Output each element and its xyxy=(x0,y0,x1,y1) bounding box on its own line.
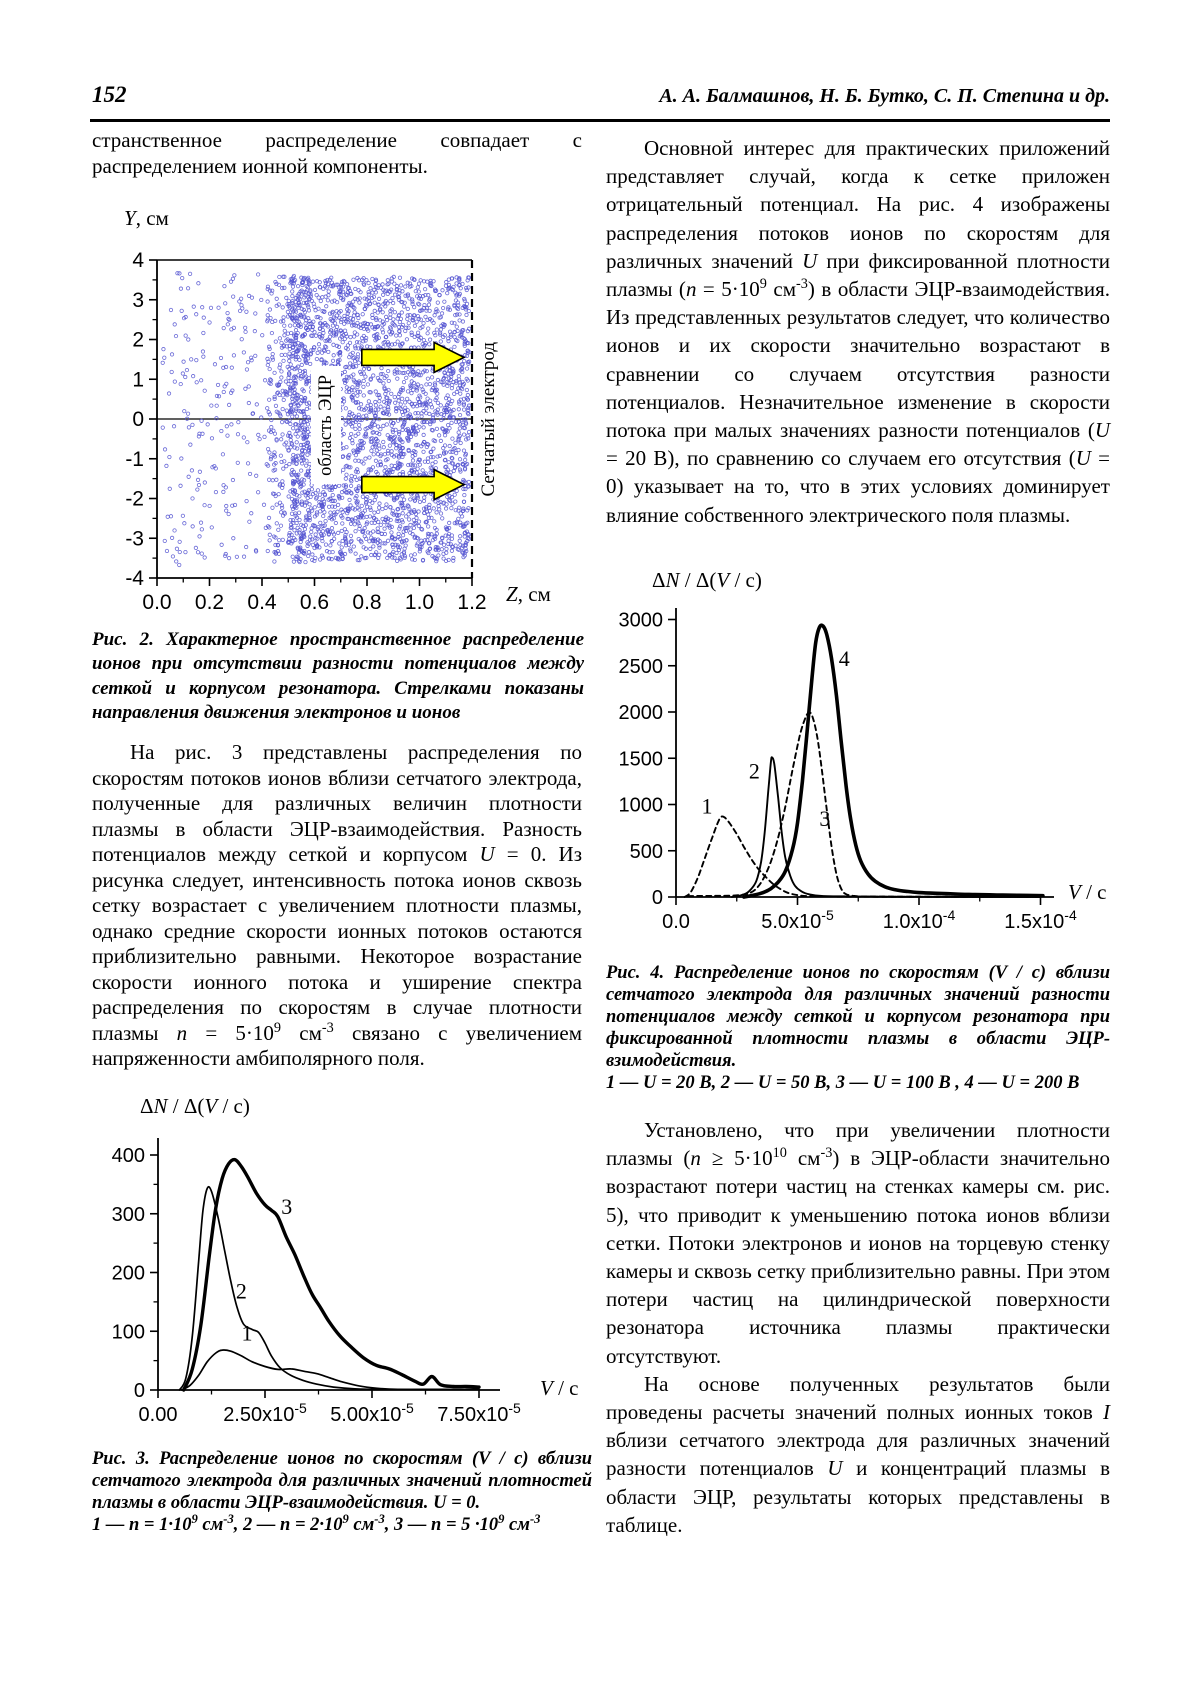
svg-text:0: 0 xyxy=(651,887,663,909)
grid-electrode-label: Сетчатый электрод xyxy=(478,341,499,497)
grid-electrode-label-box xyxy=(476,314,502,524)
paragraph-text: Установлено, что при увеличении плотности плазмы ($n \ge 5\cdot 10^{10}$ $см^{-3}$) в ЭЦР-области значительно возрастают потери частиц на стенках камеры см. рис. 5), что приводит к уменьшению потока ионов вблизи сетки. Потоки электронов и ионов на торцевую стенку камеры и сквозь сетку приблизительно равны. При этом потери частиц на цилиндрической поверхности резонатора источника плазмы практически отсутствуют. xyxy=(606,1118,1110,1368)
fig4-y-axis-title: ΔN / Δ(V / c) xyxy=(652,568,762,592)
svg-text:2000: 2000 xyxy=(618,702,663,724)
fig4-x-axis-title: V / c xyxy=(1068,880,1107,904)
svg-text:2: 2 xyxy=(748,758,760,784)
figure-4-caption-legend: 1 — U = 20 В, 2 — U = 50 В, 3 — U = 100 В , 4 — U = 200 В xyxy=(606,1073,1080,1093)
figure-3-caption-legend: 1 — $n = 1\cdot 10^9$ $см^{-3}$, 2 — $n = 2\cdot 10^9$ $см^{-3}$, 3 — $n = 5 \cdot 10^9$ $см^{-3}$ xyxy=(92,1511,541,1535)
svg-text:5.0x10-5: $5.0x10^{-5}$ xyxy=(761,907,834,933)
svg-text:5.00x10-5: $5.00x10^{-5}$ xyxy=(330,1400,414,1426)
svg-text:2500: 2500 xyxy=(618,655,663,678)
paragraph-text: На основе полученных результатов были проведены расчеты значений полных ионных токов I вблизи сетчатого электрода для различных значений разности потенциалов U и концентраций плазмы в области ЭЦР, результаты которых представлены в таблице. xyxy=(606,1371,1110,1537)
figure-3-caption xyxy=(92,1448,592,1536)
paragraph-text: На рис. 3 представлены распределения по скоростям потоков ионов вблизи сетчатого электрода, полученные для различных величин плотности плазмы в области ЭЦР-взаимодействия. Разность потенциалов между сеткой и корпусом U = 0. Из рисунка следует, интенсивность потока ионов сквозь сетку возрастает с увеличением плотности плазмы, однако средние скорости ионных потоков остаются приблизительно равными. Некоторое возрастание скорости ионного потока и уширение спектра распределения по скоростям в случае плотности плазмы $n = 5\cdot 10^9$ $см^{-3}$ связано с увеличением напряженности амбиполярного поля. xyxy=(92,740,583,1070)
svg-text:3000: 3000 xyxy=(618,609,663,632)
figure-4-caption-text: Рис. 4. Распределение ионов по скоростям (V / c) вблизи сетчатого электрода для различных значений разности потенциалов между сеткой и корпусом резонатора при фиксированной плотности плазмы в области ЭЦР-взимодействия. xyxy=(606,963,1110,1071)
svg-text:7.50x10-5: $7.50x10^{-5}$ xyxy=(437,1400,521,1426)
running-head-authors: А. А. Балмашнов, Н. Б. Бутко, С. П. Степина и др. xyxy=(659,85,1110,107)
svg-text:0.0: 0.0 xyxy=(662,911,690,933)
paragraph-intro-continued xyxy=(92,128,582,179)
svg-text:1.0x10-4: $1.0x10^{-4}$ xyxy=(882,907,956,933)
fig3-x-axis-title: V / c xyxy=(540,1376,579,1400)
svg-text:1500: 1500 xyxy=(618,748,663,771)
paragraph-conclusions xyxy=(606,1116,1110,1539)
fig3-y-axis-title: ΔN / Δ(V / c) xyxy=(140,1094,250,1118)
svg-text:1.5x10-4: $1.5x10^{-4}$ xyxy=(1004,907,1077,933)
paragraph-text: странственное распределение совпадает с распределением ионной компоненты. xyxy=(92,128,582,178)
figure-2-scatter-plot xyxy=(92,196,597,626)
svg-text:2.50x10-5: $2.50x10^{-5}$ xyxy=(223,1400,307,1426)
svg-text:0.00: 0.00 xyxy=(138,1404,178,1426)
header-rule xyxy=(90,119,1110,122)
svg-text:400: 400 xyxy=(111,1145,145,1167)
page-number: 152 xyxy=(92,82,127,107)
svg-text:3: 3 xyxy=(281,1193,293,1219)
figure-4-line-chart xyxy=(606,556,1166,956)
ecr-region-label-box xyxy=(311,366,341,484)
svg-text:2: 2 xyxy=(235,1278,247,1304)
svg-text:200: 200 xyxy=(111,1262,145,1285)
svg-text:4: 4 xyxy=(838,645,850,671)
svg-text:0: 0 xyxy=(133,1380,145,1402)
figure-3-caption-text: Рис. 3. Распределение ионов по скоростям (V / c) вблизи сетчатого электрода для различных значений плотностей плазмы в области ЭЦР-взаимодействия. U = 0. xyxy=(92,1449,592,1513)
paragraph-fig3-discussion xyxy=(92,740,582,1072)
paragraph-text: Основной интерес для практических приложений представляет случай, когда к сетке приложен отрицательный потенциал. На рис. 4 изображены распределения потоков ионов по скоростям для различных значений U при фиксированной плотности плазмы ($n = 5\cdot 10^9$ $см^{-3}$) в области ЭЦР-взаимодействия. Из представленных результатов следует, что количество ионов и их скорости значительно возрастают в сравнении со случаем отсутствия разности потенциалов. Незначительное изменение в скорости потока при малых значениях разности потенциалов (U = 20 В), по сравнению со случаем его отсутствия (U = 0) указывает на то, что в этих условиях доминирует влияние собственного электрического поля плазмы. xyxy=(606,136,1111,527)
figure-4-caption xyxy=(606,962,1110,1094)
figure-3-line-chart xyxy=(92,1086,652,1436)
svg-text:1: 1 xyxy=(701,793,713,819)
svg-text:100: 100 xyxy=(111,1321,145,1344)
svg-text:1000: 1000 xyxy=(618,794,663,817)
svg-text:3: 3 xyxy=(819,805,831,831)
ecr-region-label: область ЭЦР xyxy=(315,374,336,476)
figure-2-caption: Рис. 2. Характерное пространственное распределение ионов при отсутствии разности потенциалов между сеткой и корпусом резонатора. Стрелками показаны направления движения электронов и ионов xyxy=(92,629,584,723)
svg-text:300: 300 xyxy=(111,1203,145,1226)
svg-text:500: 500 xyxy=(629,840,663,863)
ion-scatter-points xyxy=(92,196,597,626)
svg-text:1: 1 xyxy=(241,1320,253,1346)
paragraph-fig4-intro xyxy=(606,134,1110,529)
